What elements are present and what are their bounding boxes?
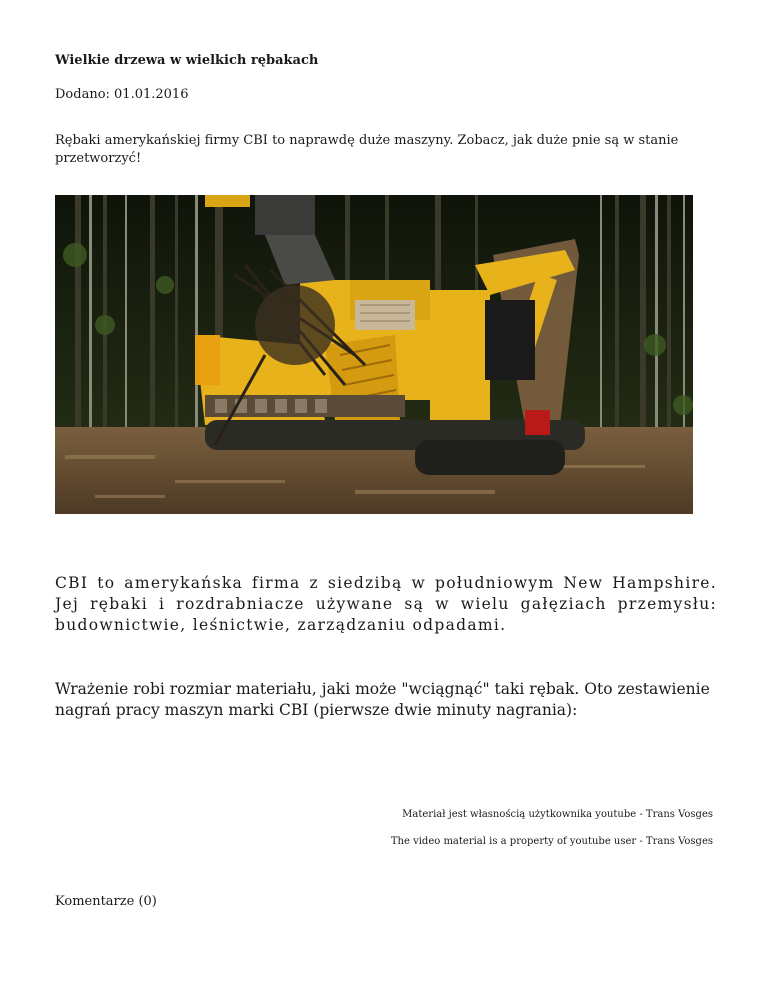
article-paragraph-1: CBI to amerykańska firma z siedzibą w południowym New Hampshire. Jej rębaki i rozdrabniacze używane są w wielu gałęziach przemysłu: budownictwie, leśnictwie, zarządzaniu odpadami. <box>55 574 717 634</box>
credit-english: The video material is a property of youtube user - Trans Vosges <box>390 836 713 847</box>
article-lead: Rębaki amerykańskiej firmy CBI to naprawdę duże maszyny. Zobacz, jak duże pnie są w stanie przetworzyć! <box>55 133 679 166</box>
article-paragraph-2: Wrażenie robi rozmiar materiału, jaki może "wciągnąć" taki rębak. Oto zestawienie nagrań pracy maszyn marki CBI (pierwsze dwie minuty nagrania): <box>55 680 710 719</box>
article-title: Wielkie drzewa w wielkich rębakach <box>55 53 319 68</box>
article-photo <box>55 195 693 514</box>
wood-chipper-photo <box>55 195 693 514</box>
credit-polish: Materiał jest własnością użytkownika youtube - Trans Vosges <box>402 809 713 820</box>
comments-link[interactable]: Komentarze (0) <box>55 894 157 909</box>
publish-date: Dodano: 01.01.2016 <box>55 87 189 102</box>
